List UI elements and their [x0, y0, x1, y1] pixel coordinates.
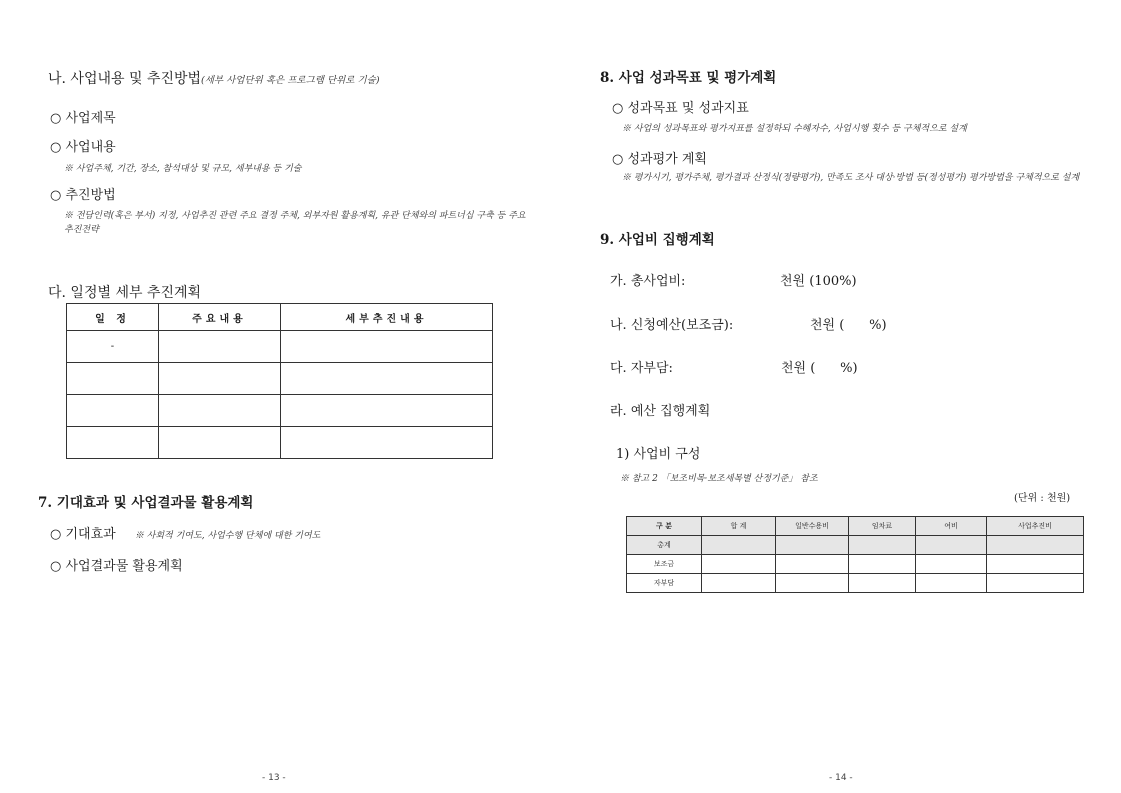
- unit-label: (단위 : 천원): [1014, 493, 1071, 504]
- schedule-header-date: 일 정: [67, 304, 159, 331]
- table-cell: [159, 363, 281, 395]
- table-cell: [281, 363, 493, 395]
- schedule-header-main: 주요내용: [159, 304, 281, 331]
- table-cell: [776, 555, 849, 574]
- table-cell: [159, 427, 281, 459]
- expected-effect-note: ※ 사회적 기여도, 사업수행 단체에 대한 기여도: [134, 531, 321, 541]
- page-number-left: - 13 -: [262, 773, 286, 783]
- table-cell: [987, 555, 1084, 574]
- section-da-title: 다. 일정별 세부 추진계획: [48, 285, 202, 301]
- self-budget-label: 다. 자부담:: [610, 361, 673, 376]
- table-cell: [916, 555, 987, 574]
- table-cell: [776, 574, 849, 593]
- budget-header-total: 합 계: [702, 517, 776, 536]
- expected-effect-item: ○ 기대효과: [50, 527, 116, 542]
- request-budget-value: 천원 ( %): [810, 318, 887, 333]
- table-cell: [776, 536, 849, 555]
- table-cell: [987, 536, 1084, 555]
- table-row: [627, 536, 1084, 555]
- request-budget-label: 나. 신청예산(보조금):: [610, 318, 734, 333]
- goal-item: ○ 성과목표 및 성과지표: [612, 101, 749, 116]
- business-method-item: ○ 추진방법: [50, 188, 116, 203]
- table-cell: [916, 574, 987, 593]
- budget-exec-label: 라. 예산 집행계획: [610, 404, 711, 419]
- budget-header-category: 구 분: [627, 517, 702, 536]
- table-cell: -: [67, 331, 159, 363]
- section-na-heading: [48, 68, 380, 88]
- table-cell: [849, 555, 916, 574]
- table-cell: [702, 555, 776, 574]
- eval-item: ○ 성과평가 계획: [612, 152, 707, 167]
- table-cell: 총계: [627, 536, 702, 555]
- table-cell: [702, 574, 776, 593]
- table-row: [67, 331, 493, 363]
- budget-header-rent: 임차료: [849, 517, 916, 536]
- budget-header-general: 일반수용비: [776, 517, 849, 536]
- page-number-right: - 14 -: [829, 773, 853, 783]
- table-cell: [849, 574, 916, 593]
- schedule-header-detail: 세부추진내용: [281, 304, 493, 331]
- expected-effect-row: [50, 523, 320, 542]
- table-cell: [159, 331, 281, 363]
- table-cell: [159, 395, 281, 427]
- table-cell: [702, 536, 776, 555]
- table-row: [627, 555, 1084, 574]
- business-content-item: ○ 사업내용: [50, 140, 116, 155]
- section-na-note: (세부 사업단위 혹은 프로그램 단위로 기술): [201, 75, 380, 86]
- schedule-header-row: [67, 304, 493, 331]
- table-cell: [987, 574, 1084, 593]
- table-row: [627, 574, 1084, 593]
- business-title-item: ○ 사업제목: [50, 111, 116, 126]
- budget-header-row: [627, 517, 1084, 536]
- budget-table: [626, 516, 1084, 593]
- table-cell: [281, 427, 493, 459]
- budget-header-promotion: 사업추진비: [987, 517, 1084, 536]
- composition-note: ※ 참고 2 「보조비목·보조세목별 산정기준」 참조: [620, 474, 818, 484]
- schedule-table: [66, 303, 493, 459]
- table-row: [67, 395, 493, 427]
- table-cell: 자부담: [627, 574, 702, 593]
- total-budget-label: 가. 총사업비:: [610, 274, 686, 289]
- goal-note: ※ 사업의 성과목표와 평가지표를 설정하되 수혜자수, 사업시행 횟수 등 구체적으로 설계: [622, 124, 967, 134]
- self-budget-value: 천원 ( %): [781, 361, 858, 376]
- section-na-title: 나. 사업내용 및 추진방법: [48, 71, 202, 87]
- table-row: [67, 427, 493, 459]
- budget-header-travel: 여비: [916, 517, 987, 536]
- table-cell: [281, 395, 493, 427]
- table-row: [67, 363, 493, 395]
- table-cell: [849, 536, 916, 555]
- section7-title: 7. 기대효과 및 사업결과물 활용계획: [38, 495, 254, 511]
- eval-note: ※ 평가시기, 평가주체, 평가결과 산정식(정량평가), 만족도 조사 대상·방법 등(정성평가) 평가방법을 구체적으로 설계: [622, 173, 1080, 183]
- composition-label: 1) 사업비 구성: [616, 447, 701, 462]
- result-usage-item: ○ 사업결과물 활용계획: [50, 559, 183, 574]
- section9-title: 9. 사업비 집행계획: [600, 232, 715, 248]
- table-cell: [67, 363, 159, 395]
- table-cell: [67, 427, 159, 459]
- table-cell: [67, 395, 159, 427]
- table-cell: 보조금: [627, 555, 702, 574]
- business-content-note: ※ 사업주체, 기간, 장소, 참석대상 및 규모, 세부내용 등 기술: [64, 164, 302, 174]
- total-budget-value: 천원 (100%): [780, 274, 857, 289]
- section8-title: 8. 사업 성과목표 및 평가계획: [600, 70, 777, 86]
- business-method-note: ※ 전담인력(혹은 부서) 지정, 사업추진 관련 주요 결정 주체, 외부자원 활용계획, 유관 단체와의 파트너십 구축 등 주요 추진전략: [64, 211, 526, 235]
- table-cell: [916, 536, 987, 555]
- table-cell: [281, 331, 493, 363]
